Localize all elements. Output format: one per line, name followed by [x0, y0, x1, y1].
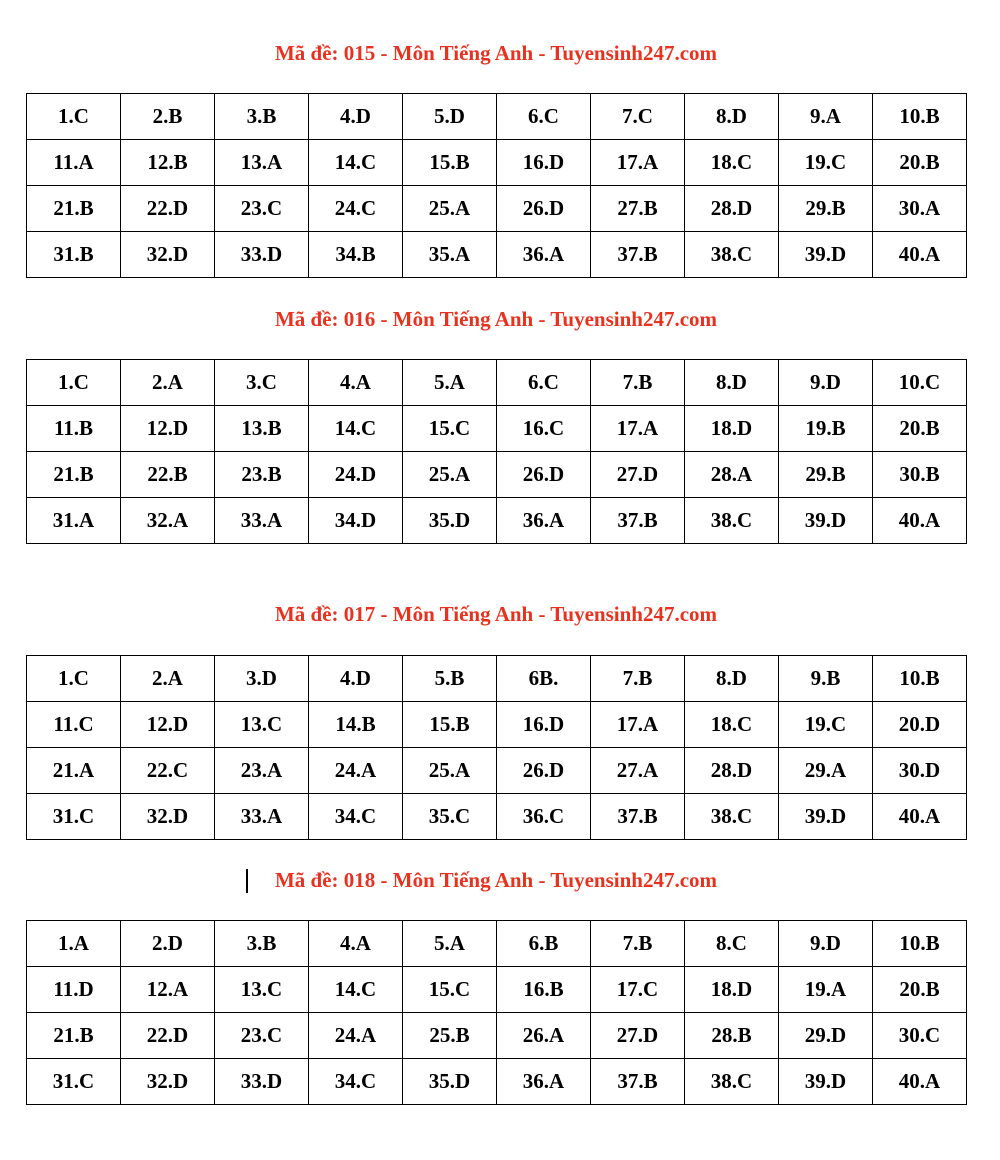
answer-table [26, 655, 967, 840]
answer-cell: 37.B [591, 498, 685, 544]
answer-cell: 23.C [215, 186, 309, 232]
table-row [27, 1013, 967, 1059]
answer-cell: 21.B [27, 452, 121, 498]
table-row [27, 140, 967, 186]
answer-cell: 40.A [873, 1059, 967, 1105]
answer-cell: 29.B [779, 186, 873, 232]
answer-cell: 19.C [779, 140, 873, 186]
answer-cell: 27.A [591, 748, 685, 794]
answer-cell: 36.A [497, 498, 591, 544]
answer-cell: 19.B [779, 406, 873, 452]
answer-cell: 8.D [685, 94, 779, 140]
answer-cell: 14.C [309, 967, 403, 1013]
answer-cell: 31.C [27, 794, 121, 840]
answer-cell: 7.B [591, 921, 685, 967]
answer-cell: 16.C [497, 406, 591, 452]
answer-cell: 2.B [121, 94, 215, 140]
answer-cell: 37.B [591, 232, 685, 278]
answer-cell: 11.C [27, 702, 121, 748]
answer-cell: 6.B [497, 921, 591, 967]
answer-cell: 2.A [121, 360, 215, 406]
answer-cell: 3.B [215, 921, 309, 967]
answer-cell: 22.D [121, 186, 215, 232]
answer-cell: 10.B [873, 921, 967, 967]
table-row [27, 232, 967, 278]
answer-cell: 10.C [873, 360, 967, 406]
answer-cell: 40.A [873, 794, 967, 840]
answer-cell: 16.B [497, 967, 591, 1013]
answer-cell: 36.C [497, 794, 591, 840]
answer-cell: 18.C [685, 140, 779, 186]
answer-cell: 32.D [121, 794, 215, 840]
answer-cell: 39.D [779, 232, 873, 278]
answer-cell: 12.D [121, 702, 215, 748]
answer-cell: 22.D [121, 1013, 215, 1059]
answer-cell: 18.D [685, 406, 779, 452]
answer-cell: 25.A [403, 452, 497, 498]
answer-cell: 5.D [403, 94, 497, 140]
answer-cell: 14.C [309, 140, 403, 186]
answer-cell: 28.D [685, 748, 779, 794]
answer-cell: 11.A [27, 140, 121, 186]
answer-cell: 27.B [591, 186, 685, 232]
table-row [27, 360, 967, 406]
answer-cell: 7.C [591, 94, 685, 140]
answer-cell: 39.D [779, 794, 873, 840]
answer-cell: 34.C [309, 1059, 403, 1105]
table-row [27, 406, 967, 452]
answer-cell: 32.D [121, 1059, 215, 1105]
answer-cell: 5.A [403, 921, 497, 967]
table-row [27, 967, 967, 1013]
answer-cell: 1.A [27, 921, 121, 967]
answer-cell: 19.A [779, 967, 873, 1013]
answer-cell: 17.A [591, 702, 685, 748]
answer-cell: 29.A [779, 748, 873, 794]
answer-cell: 15.B [403, 140, 497, 186]
answer-cell: 20.B [873, 967, 967, 1013]
section-title: Mã đề: 015 - Môn Tiếng Anh - Tuyensinh247.com [274, 41, 718, 65]
answer-cell: 9.B [779, 656, 873, 702]
answer-cell: 26.D [497, 186, 591, 232]
answer-cell: 26.D [497, 748, 591, 794]
answer-cell: 5.A [403, 360, 497, 406]
answer-cell: 24.A [309, 748, 403, 794]
answer-cell: 21.B [27, 1013, 121, 1059]
answer-cell: 1.C [27, 94, 121, 140]
table-row [27, 498, 967, 544]
answer-cell: 12.A [121, 967, 215, 1013]
answer-cell: 37.B [591, 794, 685, 840]
answer-cell: 35.C [403, 794, 497, 840]
answer-cell: 30.A [873, 186, 967, 232]
answer-cell: 6B. [497, 656, 591, 702]
answer-cell: 13.A [215, 140, 309, 186]
answer-cell: 31.A [27, 498, 121, 544]
answer-cell: 10.B [873, 656, 967, 702]
answer-cell: 36.A [497, 232, 591, 278]
answer-cell: 26.D [497, 452, 591, 498]
answer-cell: 13.B [215, 406, 309, 452]
answer-cell: 25.B [403, 1013, 497, 1059]
answer-cell: 13.C [215, 967, 309, 1013]
answer-cell: 25.A [403, 186, 497, 232]
answer-cell: 1.C [27, 656, 121, 702]
table-row [27, 186, 967, 232]
answer-cell: 17.A [591, 406, 685, 452]
answer-cell: 23.A [215, 748, 309, 794]
answer-cell: 6.C [497, 360, 591, 406]
answer-cell: 30.C [873, 1013, 967, 1059]
answer-table [26, 359, 967, 544]
section-title: Mã đề: 017 - Môn Tiếng Anh - Tuyensinh247.com [274, 602, 718, 626]
answer-cell: 1.C [27, 360, 121, 406]
answer-cell: 34.C [309, 794, 403, 840]
answer-cell: 39.D [779, 498, 873, 544]
answer-cell: 15.C [403, 967, 497, 1013]
answer-cell: 10.B [873, 94, 967, 140]
answer-cell: 9.A [779, 94, 873, 140]
answer-table [26, 920, 967, 1105]
answer-cell: 27.D [591, 1013, 685, 1059]
answer-cell: 21.B [27, 186, 121, 232]
answer-cell: 7.B [591, 360, 685, 406]
answer-cell: 2.D [121, 921, 215, 967]
section-title: Mã đề: 018 - Môn Tiếng Anh - Tuyensinh247.com [274, 868, 718, 892]
answer-cell: 31.B [27, 232, 121, 278]
table-row [27, 921, 967, 967]
answer-cell: 13.C [215, 702, 309, 748]
answer-cell: 6.C [497, 94, 591, 140]
answer-cell: 3.C [215, 360, 309, 406]
answer-cell: 28.B [685, 1013, 779, 1059]
answer-cell: 38.C [685, 232, 779, 278]
answer-table [26, 93, 967, 278]
answer-cell: 18.C [685, 702, 779, 748]
answer-cell: 3.B [215, 94, 309, 140]
answer-cell: 33.D [215, 1059, 309, 1105]
table-row [27, 1059, 967, 1105]
answer-cell: 26.A [497, 1013, 591, 1059]
answer-cell: 21.A [27, 748, 121, 794]
table-row [27, 94, 967, 140]
answer-cell: 38.C [685, 498, 779, 544]
answer-cell: 18.D [685, 967, 779, 1013]
answer-cell: 35.D [403, 498, 497, 544]
answer-cell: 32.A [121, 498, 215, 544]
answer-cell: 33.D [215, 232, 309, 278]
answer-cell: 16.D [497, 702, 591, 748]
answer-cell: 17.C [591, 967, 685, 1013]
answer-cell: 30.B [873, 452, 967, 498]
answer-cell: 34.D [309, 498, 403, 544]
table-row [27, 748, 967, 794]
answer-cell: 5.B [403, 656, 497, 702]
answer-cell: 23.B [215, 452, 309, 498]
answer-cell: 40.A [873, 498, 967, 544]
answer-cell: 9.D [779, 360, 873, 406]
answer-cell: 20.B [873, 140, 967, 186]
answer-cell: 31.C [27, 1059, 121, 1105]
table-row [27, 794, 967, 840]
answer-cell: 14.B [309, 702, 403, 748]
table-row [27, 656, 967, 702]
answer-cell: 27.D [591, 452, 685, 498]
table-row [27, 452, 967, 498]
answer-cell: 29.D [779, 1013, 873, 1059]
answer-cell: 11.D [27, 967, 121, 1013]
answer-cell: 15.B [403, 702, 497, 748]
answer-cell: 38.C [685, 1059, 779, 1105]
answer-cell: 24.C [309, 186, 403, 232]
answer-cell: 39.D [779, 1059, 873, 1105]
answer-cell: 29.B [779, 452, 873, 498]
answer-cell: 4.D [309, 656, 403, 702]
answer-cell: 11.B [27, 406, 121, 452]
answer-cell: 8.C [685, 921, 779, 967]
answer-cell: 4.A [309, 921, 403, 967]
answer-cell: 20.D [873, 702, 967, 748]
answer-cell: 22.C [121, 748, 215, 794]
answer-cell: 15.C [403, 406, 497, 452]
answer-cell: 38.C [685, 794, 779, 840]
answer-cell: 22.B [121, 452, 215, 498]
answer-cell: 40.A [873, 232, 967, 278]
answer-cell: 30.D [873, 748, 967, 794]
answer-cell: 25.A [403, 748, 497, 794]
answer-cell: 9.D [779, 921, 873, 967]
answer-cell: 36.A [497, 1059, 591, 1105]
answer-cell: 2.A [121, 656, 215, 702]
answer-cell: 12.B [121, 140, 215, 186]
answer-cell: 4.D [309, 94, 403, 140]
answer-cell: 14.C [309, 406, 403, 452]
answer-cell: 19.C [779, 702, 873, 748]
answer-cell: 20.B [873, 406, 967, 452]
table-row [27, 702, 967, 748]
answer-cell: 33.A [215, 498, 309, 544]
answer-cell: 4.A [309, 360, 403, 406]
answer-cell: 35.D [403, 1059, 497, 1105]
answer-cell: 23.C [215, 1013, 309, 1059]
answer-cell: 37.B [591, 1059, 685, 1105]
answer-cell: 24.A [309, 1013, 403, 1059]
answer-cell: 24.D [309, 452, 403, 498]
answer-cell: 7.B [591, 656, 685, 702]
answer-cell: 16.D [497, 140, 591, 186]
answer-cell: 35.A [403, 232, 497, 278]
answer-cell: 32.D [121, 232, 215, 278]
answer-cell: 8.D [685, 360, 779, 406]
answer-cell: 8.D [685, 656, 779, 702]
answer-cell: 12.D [121, 406, 215, 452]
answer-cell: 28.D [685, 186, 779, 232]
answer-cell: 33.A [215, 794, 309, 840]
answer-cell: 28.A [685, 452, 779, 498]
answer-cell: 17.A [591, 140, 685, 186]
section-title: Mã đề: 016 - Môn Tiếng Anh - Tuyensinh247.com [274, 307, 718, 331]
answer-cell: 3.D [215, 656, 309, 702]
answer-cell: 34.B [309, 232, 403, 278]
